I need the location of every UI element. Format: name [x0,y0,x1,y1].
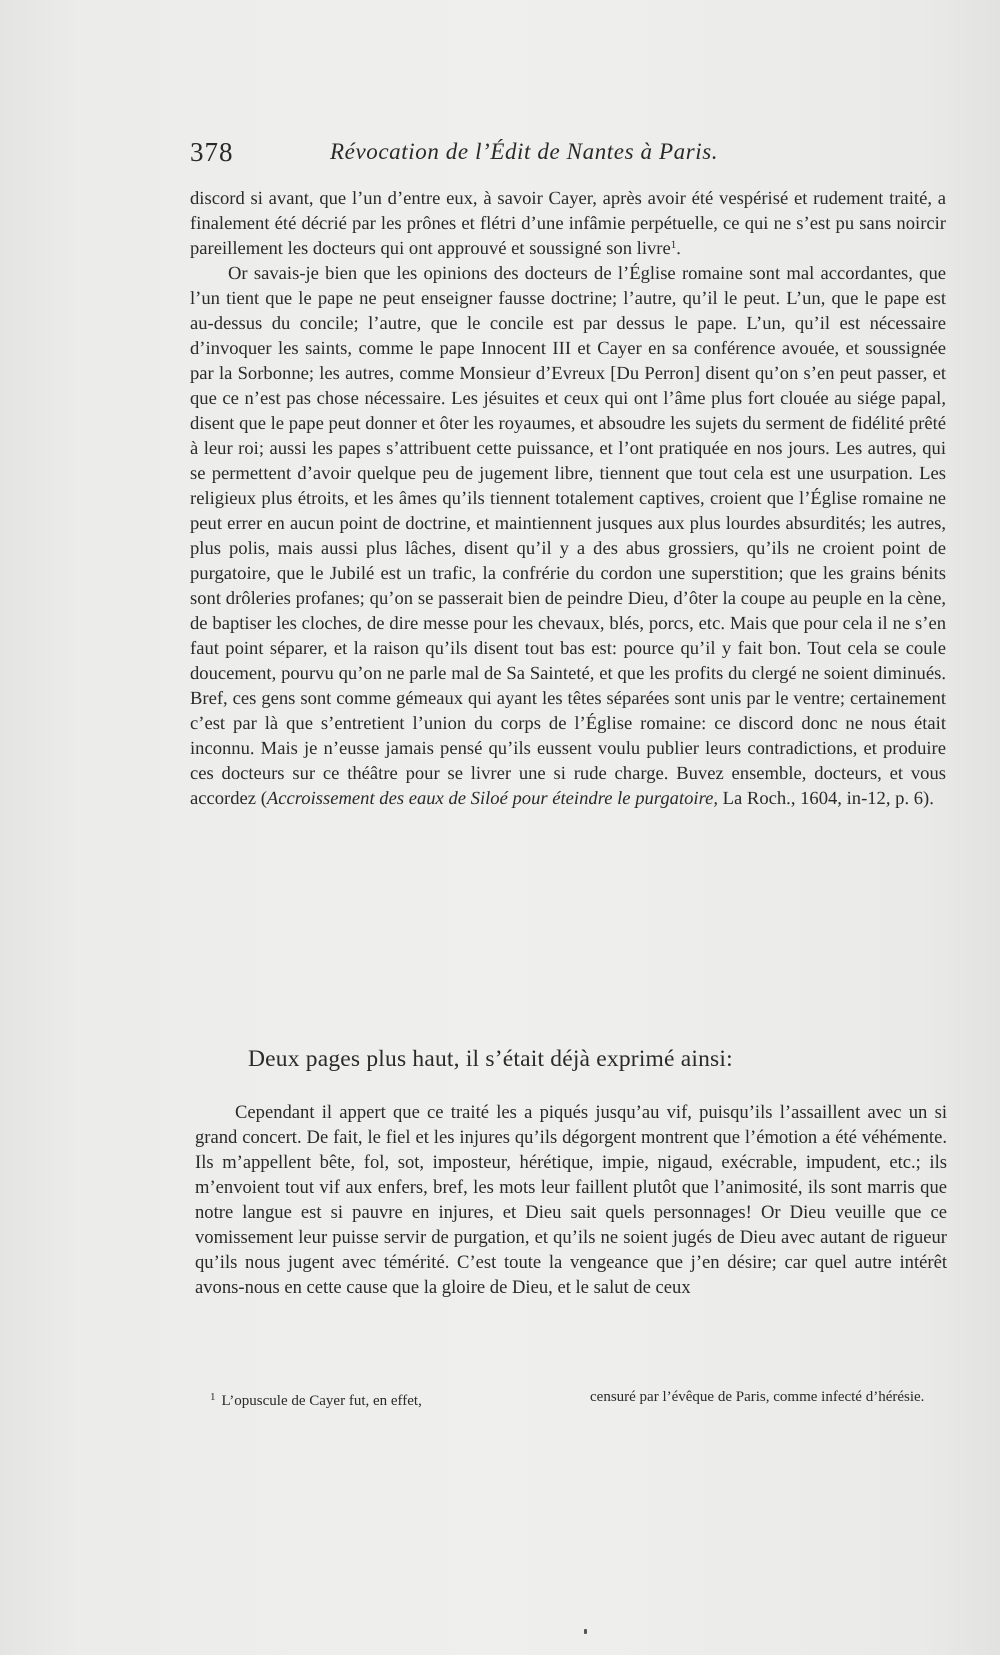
paragraph-continuation [190,186,946,261]
paragraph-text: Or savais-je bien que les opinions des docteurs de l’Église romaine sont mal accordantes, que l’un tient que le pape ne peut enseigner fausse doctrine; l’autre, qu’il le peut. L’un, que le pape est au-dessus du concile; l’autre, que le concile est par dessus le pape. L’un, qu’il est nécessaire d’invoquer les saints, comme le pape Innocent III et Cayer en sa conférence avouée, et soussignée par la Sorbonne; les autres, comme Monsieur d’Evreux [Du Perron] disent qu’on s’en peut passer, et que ce n’est pas chose nécessaire. Les jésuites et ceux qui ont l’âme plus fort clouée au siége papal, disent que le pape peut donner et ôter les royaumes, et absoudre les sujets du serment de fidélité prêté à leur roi; aussi les papes s’attribuent cette puissance, et l’ont pratiquée en nos jours. Les autres, qui se permettent d’avoir quelque peu de jugement libre, tiennent que tout cela est une usurpation. Les religieux plus étroits, et les âmes qu’ils tiennent totalement captives, croient que l’Église romaine ne peut errer en aucun point de doctrine, et maintiennent jusques aux plus lourdes absurdités; les autres, plus polis, mais aussi plus lâches, disent qu’il y a des abus grossiers, qu’ils ne croient point de purgatoire, que le Jubilé est un trafic, la confrérie du cordon une superstition; que les grains bénits sont drôleries profanes; qu’on se passerait bien de peindre Dieu, d’ôter la coupe au peuple en la cène, de baptiser les cloches, de dire messe pour les chevaux, blés, porcs, etc. Mais que pour cela il ne s’en faut point séparer, et la raison qu’ils disent tout bas est: pource qu’il y fait bon. Tout cela se coule doucement, pourvu qu’on ne parle mal de Sa Sainteté, et que les profits du clergé ne soient diminués. Bref, ces gens sont comme gémeaux qui ayant les têtes séparées sont unis par le ventre; certainement c’est par là que s’entretient l’union du corps de l’Église romaine: ce discord donc ne nous était inconnu. Mais je n’eusse jamais pensé qu’ils eussent voulu publier leurs contradictions, et produire ces docteurs sur ce théâtre pour se livrer une si rude charge. Buvez ensemble, docteurs, et vous accordez ( [190,263,946,809]
citation: La Roch., 1604, in-12, p. 6). [718,788,934,809]
paragraph-text: discord si avant, que l’un d’entre eux, à savoir Cayer, après avoir été vespérisé et rudement traité, a finalement été décrié par les prônes et flétri d’une infâmie perpétuelle, ce qui ne s’est pu sans noircir pareillement les docteurs qui ont approuvé et soussigné son livre [190,188,946,259]
cited-title: Accroissement des eaux de Siloé pour éteindre le purgatoire, [266,788,719,809]
quoted-passage [195,1100,947,1300]
page-number: 378 [190,137,234,167]
ink-speck [584,1629,587,1634]
paragraph [190,261,946,811]
footnote-reference: 1 [670,239,677,251]
footnote-text-left: L’opuscule de Cayer fut, en effet, [221,1393,422,1409]
paragraph-end: . [676,238,681,259]
page-header [190,133,950,173]
section-intro: Deux pages plus haut, il s’était déjà exprimé ainsi: [248,1046,733,1072]
running-title: Révocation de l’Édit de Nantes à Paris. [330,139,719,164]
footnote-right-column: censuré par l’évêque de Paris, comme infecté d’hérésie. [590,1389,925,1405]
main-text [190,186,946,811]
footnote-mark: 1 [210,1391,216,1403]
quote-paragraph: Cependant il appert que ce traité les a piqués jusqu’au vif, puisqu’ils l’assaillent avec un si grand concert. De fait, le fiel et les injures qu’ils dégorgent montrent que l’émotion a été véhémente. Ils m’appellent bête, fol, sot, imposteur, hérétique, impie, nigaud, exécrable, impudent, etc.; ils m’envoient tout vif aux enfers, bref, les mots leur faillent plutôt que l’animosité, ils sont marris que notre langue est si pauvre en injures, et Dieu sait quels personnages! Or Dieu veuille que ce vomissement leur puisse servir de purgation, et qu’ils ne soient jugés de Dieu avec autant de rigueur qu’ils nous jugent avec témérité. C’est toute la vengeance que j’en désire; car quel autre intérêt avons-nous en cette cause que la gloire de Dieu, et le salut de ceux [195,1102,947,1298]
footnote-left-column [210,1386,560,1412]
